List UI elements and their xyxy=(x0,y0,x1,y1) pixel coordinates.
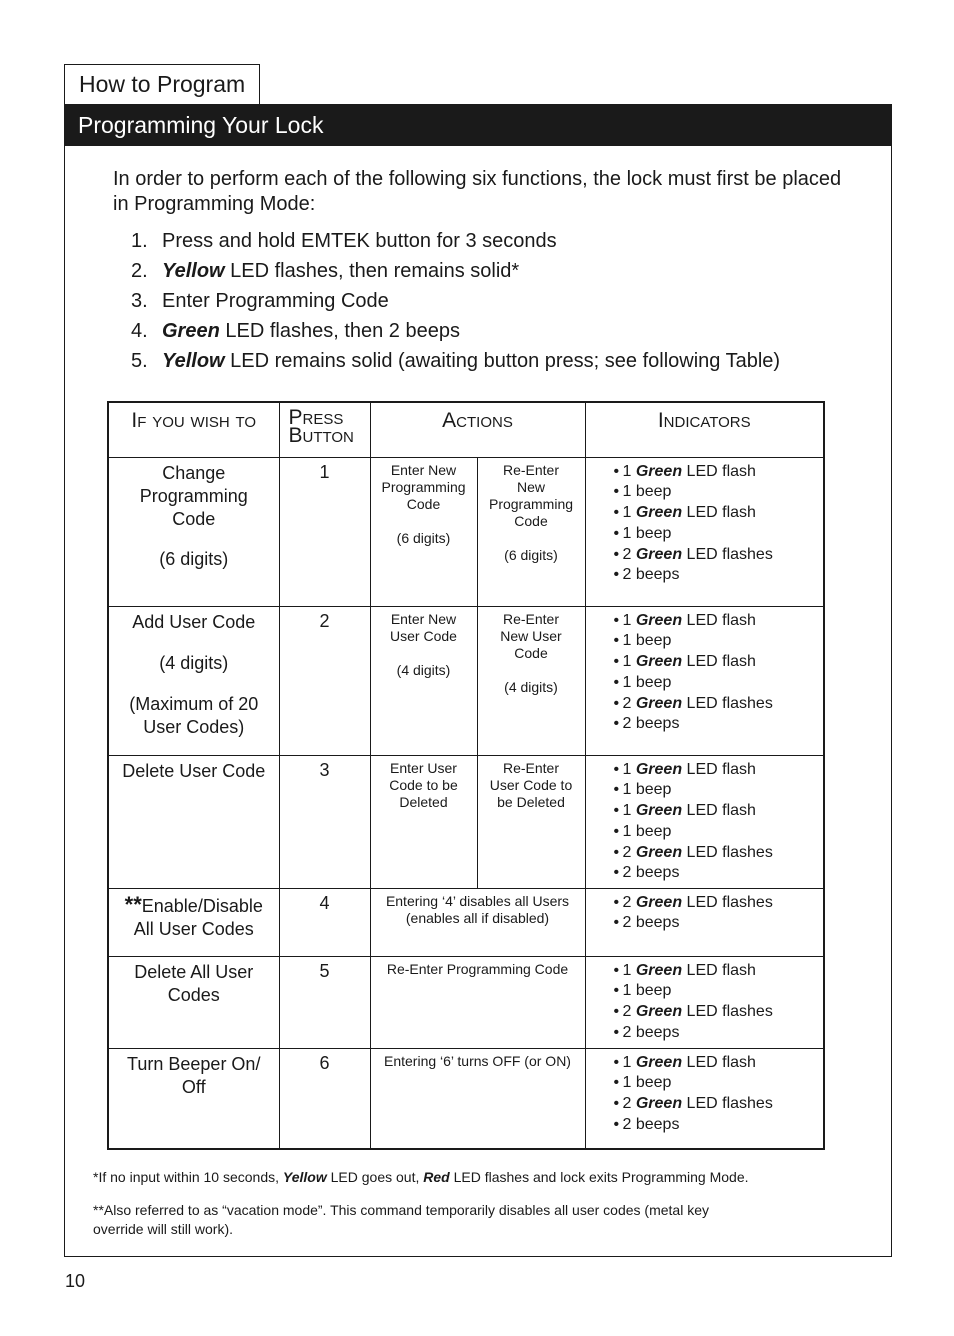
button-cell: 5 xyxy=(279,956,370,1048)
indicator-item: • 2 Green LED flashes xyxy=(613,694,773,712)
indicator-item: • 1 Green LED flash xyxy=(613,462,756,480)
action-cell: Entering ‘4’ disables all Users (enables all if disabled) xyxy=(370,888,585,956)
table-row xyxy=(108,606,824,755)
indicator-item: • 1 Green LED flash xyxy=(613,760,756,778)
button-cell: 3 xyxy=(279,755,370,888)
button-cell: 1 xyxy=(279,457,370,606)
indicators-cell xyxy=(585,956,824,1048)
action-cell-b: Re-Enter User Code to be Deleted xyxy=(477,755,585,888)
indicator-item: • 2 Green LED flashes xyxy=(613,1095,773,1113)
action-cell: Re-Enter Programming Code xyxy=(370,956,585,1048)
button-cell: 6 xyxy=(279,1048,370,1149)
table-header-row xyxy=(108,402,824,457)
indicator-item: • 1 beep xyxy=(613,673,672,691)
wish-cell: **Enable/Disable All User Codes xyxy=(108,888,279,956)
wish-cell: Change Programming Code (6 digits) xyxy=(108,457,279,606)
step-2: 2. Yellow LED flashes, then remains solid* xyxy=(131,260,520,282)
indicators-cell xyxy=(585,755,824,888)
indicator-item: • 1 beep xyxy=(613,781,672,799)
indicator-item: • 2 beeps xyxy=(613,914,680,932)
indicator-item: • 2 beeps xyxy=(613,864,680,882)
indicators-cell xyxy=(585,888,824,956)
indicator-item: • 1 beep xyxy=(613,1074,672,1092)
button-cell: 2 xyxy=(279,606,370,755)
table-row xyxy=(108,956,824,1048)
wish-cell: Delete User Code xyxy=(108,755,279,888)
indicator-item: • 1 Green LED flash xyxy=(613,961,756,979)
header-wish: If you wish to xyxy=(108,402,279,457)
indicator-item: • 1 beep xyxy=(613,632,672,650)
indicator-item: • 1 Green LED flash xyxy=(613,611,756,629)
indicators-cell xyxy=(585,606,824,755)
indicator-item: • 2 beeps xyxy=(613,715,680,733)
indicator-item: • 2 Green LED flashes xyxy=(613,1003,773,1021)
action-cell-a: Enter New User Code (4 digits) xyxy=(370,606,477,755)
table-row xyxy=(108,888,824,956)
header-indicators: Indicators xyxy=(585,402,824,457)
indicator-item: • 1 Green LED flash xyxy=(613,1053,756,1071)
button-cell: 4 xyxy=(279,888,370,956)
wish-cell: Turn Beeper On/ Off xyxy=(108,1048,279,1149)
action-cell-b: Re-Enter New Programming Code (6 digits) xyxy=(477,457,585,606)
indicator-item: • 1 beep xyxy=(613,483,672,501)
step-4: 4. Green LED flashes, then 2 beeps xyxy=(131,320,460,342)
table-row xyxy=(108,1048,824,1149)
indicators-cell xyxy=(585,1048,824,1149)
action-cell: Entering ‘6’ turns OFF (or ON) xyxy=(370,1048,585,1149)
programming-steps xyxy=(131,229,780,379)
indicator-item: • 1 Green LED flash xyxy=(613,504,756,522)
how-to-program-tab: How to Program xyxy=(64,64,260,104)
action-cell-a: Enter New Programming Code (6 digits) xyxy=(370,457,477,606)
section-title-bar: Programming Your Lock xyxy=(64,104,892,146)
footnote-timeout: *If no input within 10 seconds, Yellow LED goes out, Red LED flashes and lock exits Programming Mode. xyxy=(93,1169,749,1185)
footnote-vacation-mode: **Also referred to as “vacation mode”. This command temporarily disables all user codes (metal key override will still work). xyxy=(93,1202,709,1237)
indicator-item: • 1 beep xyxy=(613,982,672,1000)
indicators-cell xyxy=(585,457,824,606)
programming-table xyxy=(107,401,825,1150)
action-cell-b: Re-Enter New User Code (4 digits) xyxy=(477,606,585,755)
wish-cell: Delete All User Codes xyxy=(108,956,279,1048)
indicator-item: • 1 Green LED flash xyxy=(613,653,756,671)
indicator-item: • 2 beeps xyxy=(613,1115,680,1133)
step-5: 5. Yellow LED remains solid (awaiting button press; see following Table) xyxy=(131,350,781,372)
step-3: 3. Enter Programming Code xyxy=(131,290,389,312)
wish-cell: Add User Code (4 digits) (Maximum of 20 User Codes) xyxy=(108,606,279,755)
indicator-item: • 1 beep xyxy=(613,524,672,542)
table-row xyxy=(108,755,824,888)
header-press-button: Press Button xyxy=(279,402,370,457)
indicator-item: • 2 Green LED flashes xyxy=(613,545,773,563)
header-actions: Actions xyxy=(370,402,585,457)
intro-paragraph: In order to perform each of the following six functions, the lock must first be placed in Programming Mode: xyxy=(113,168,842,215)
page-number: 10 xyxy=(65,1271,86,1291)
indicator-item: • 2 Green LED flashes xyxy=(613,893,773,911)
table-row xyxy=(108,457,824,606)
indicator-item: • 2 beeps xyxy=(613,566,680,584)
indicator-item: • 2 Green LED flashes xyxy=(613,843,773,861)
indicator-item: • 2 beeps xyxy=(613,1023,680,1041)
indicator-item: • 1 Green LED flash xyxy=(613,802,756,820)
action-cell-a: Enter User Code to be Deleted xyxy=(370,755,477,888)
step-1: 1. Press and hold EMTEK button for 3 seconds xyxy=(131,230,557,252)
indicator-item: • 1 beep xyxy=(613,822,672,840)
